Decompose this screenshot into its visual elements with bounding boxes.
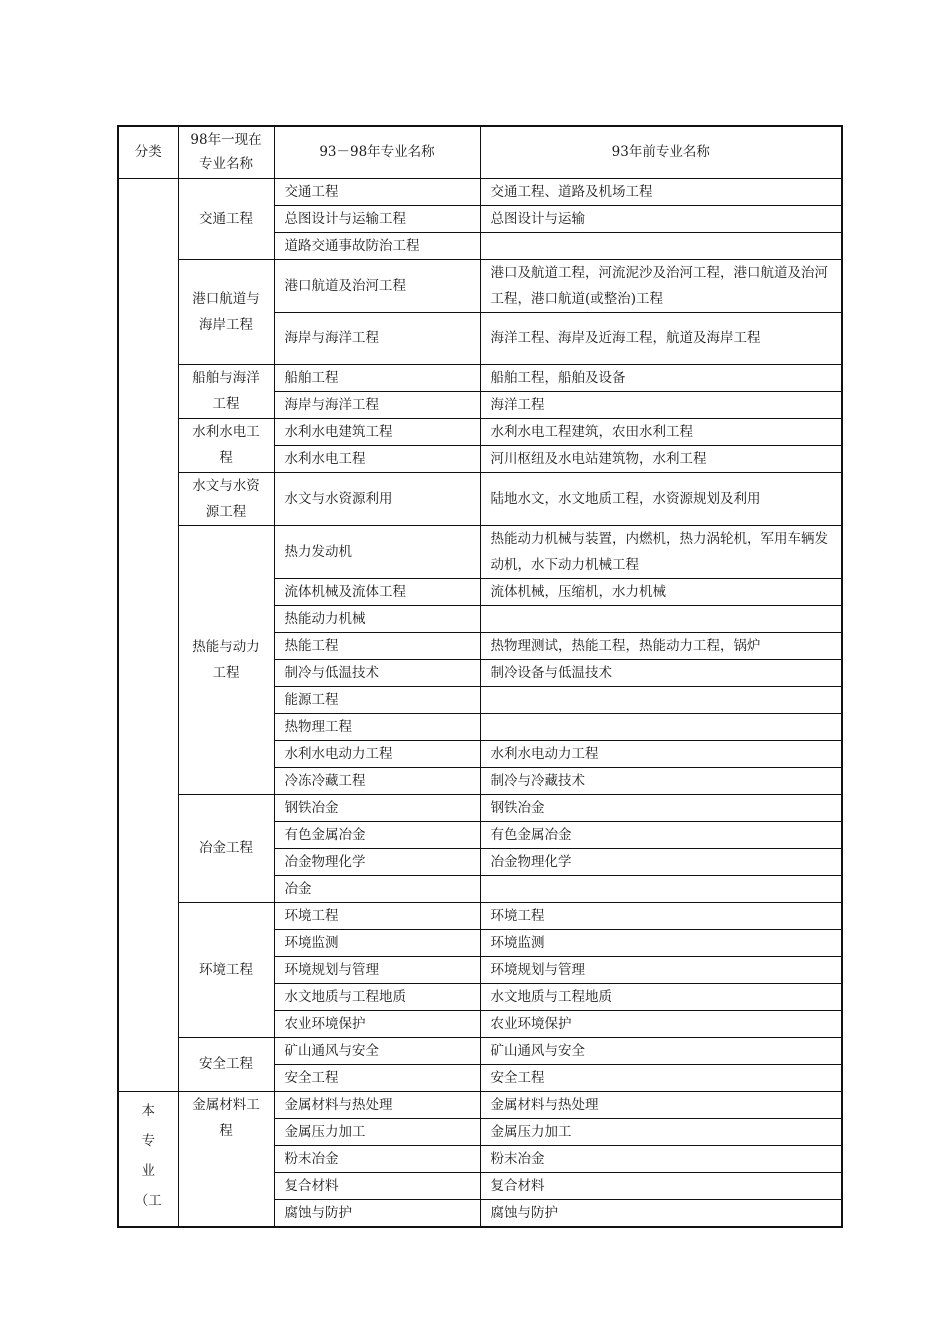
major-pre-93-cell: 水文地质与工程地质 xyxy=(480,983,842,1010)
category-char: （工 xyxy=(134,1192,162,1209)
header-row xyxy=(118,126,842,178)
major-pre-93-cell: 流体机械，压缩机，水力机械 xyxy=(480,578,842,605)
major-93-98-cell: 环境监测 xyxy=(274,929,480,956)
current-major-name: 港口航道与海岸工程 xyxy=(192,290,260,333)
major-pre-93-cell xyxy=(480,875,842,902)
major-93-98-cell: 复合材料 xyxy=(274,1172,480,1199)
current-major-cell xyxy=(178,178,274,259)
header-now xyxy=(178,126,274,178)
major-pre-93-cell xyxy=(480,232,842,259)
major-pre-93-cell: 安全工程 xyxy=(480,1064,842,1091)
header-category: 分类 xyxy=(118,126,178,178)
major-pre-93-cell: 总图设计与运输 xyxy=(480,205,842,232)
major-pre-93-cell: 陆地水文，水文地质工程，水资源规划及利用 xyxy=(480,472,842,525)
major-pre-93-cell: 制冷与冷藏技术 xyxy=(480,767,842,794)
major-pre-93-cell xyxy=(480,713,842,740)
major-pre-93-cell: 粉末冶金 xyxy=(480,1145,842,1172)
header-now-line1: 98年一现在 xyxy=(190,132,262,149)
category-char: 本 xyxy=(141,1102,155,1119)
major-pre-93-cell: 复合材料 xyxy=(480,1172,842,1199)
major-93-98-cell: 水文与水资源利用 xyxy=(274,472,480,525)
table-row xyxy=(118,259,842,312)
major-93-98-cell: 腐蚀与防护 xyxy=(274,1199,480,1227)
current-major-cell xyxy=(178,472,274,525)
major-93-98-cell: 冶金 xyxy=(274,875,480,902)
major-pre-93-cell: 港口及航道工程，河流泥沙及治河工程，港口航道及治河工程，港口航道(或整治)工程 xyxy=(480,259,842,312)
major-pre-93-cell: 金属压力加工 xyxy=(480,1118,842,1145)
major-table xyxy=(117,125,843,1228)
major-pre-93-cell: 农业环境保护 xyxy=(480,1010,842,1037)
current-major-cell xyxy=(178,364,274,418)
major-93-98-cell: 环境规划与管理 xyxy=(274,956,480,983)
major-pre-93-cell: 船舶工程，船舶及设备 xyxy=(480,364,842,391)
current-major-cell xyxy=(178,1037,274,1091)
major-93-98-cell: 环境工程 xyxy=(274,902,480,929)
table-row xyxy=(118,472,842,525)
major-93-98-cell: 流体机械及流体工程 xyxy=(274,578,480,605)
major-pre-93-cell: 冶金物理化学 xyxy=(480,848,842,875)
major-93-98-cell: 水利水电建筑工程 xyxy=(274,418,480,445)
table-row xyxy=(118,178,842,205)
table-row xyxy=(118,1091,842,1118)
major-pre-93-cell: 制冷设备与低温技术 xyxy=(480,659,842,686)
current-major-name: 环境工程 xyxy=(199,961,253,978)
header-mid: 93－98年专业名称 xyxy=(274,126,480,178)
category-cell-top xyxy=(118,178,178,1091)
current-major-name: 冶金工程 xyxy=(199,840,253,856)
major-pre-93-cell: 钢铁冶金 xyxy=(480,794,842,821)
major-93-98-cell: 制冷与低温技术 xyxy=(274,659,480,686)
major-93-98-cell: 金属压力加工 xyxy=(274,1118,480,1145)
major-pre-93-cell xyxy=(480,686,842,713)
table-row xyxy=(118,1037,842,1064)
major-pre-93-cell: 环境规划与管理 xyxy=(480,956,842,983)
major-pre-93-cell: 腐蚀与防护 xyxy=(480,1199,842,1227)
current-major-name: 水利水电工程 xyxy=(192,424,260,466)
major-93-98-cell: 海岸与海洋工程 xyxy=(274,312,480,364)
major-93-98-cell: 海岸与海洋工程 xyxy=(274,391,480,418)
header-pre: 93年前专业名称 xyxy=(480,126,842,178)
major-93-98-cell: 能源工程 xyxy=(274,686,480,713)
major-pre-93-cell: 环境工程 xyxy=(480,902,842,929)
major-pre-93-cell xyxy=(480,605,842,632)
major-pre-93-cell: 交通工程、道路及机场工程 xyxy=(480,178,842,205)
major-pre-93-cell: 海洋工程 xyxy=(480,391,842,418)
major-pre-93-cell: 河川枢纽及水电站建筑物，水利工程 xyxy=(480,445,842,472)
table-row xyxy=(118,525,842,578)
major-93-98-cell: 船舶工程 xyxy=(274,364,480,391)
major-pre-93-cell: 水利水电动力工程 xyxy=(480,740,842,767)
major-93-98-cell: 港口航道及治河工程 xyxy=(274,259,480,312)
major-93-98-cell: 冶金物理化学 xyxy=(274,848,480,875)
major-93-98-cell: 热力发动机 xyxy=(274,525,480,578)
major-93-98-cell: 热能工程 xyxy=(274,632,480,659)
header-now-line2: 专业名称 xyxy=(199,156,253,173)
current-major-name: 热能与动力工程 xyxy=(192,638,260,681)
major-93-98-cell: 农业环境保护 xyxy=(274,1010,480,1037)
current-major-cell xyxy=(178,1091,274,1227)
major-93-98-cell: 道路交通事故防治工程 xyxy=(274,232,480,259)
major-pre-93-cell: 矿山通风与安全 xyxy=(480,1037,842,1064)
current-major-cell xyxy=(178,794,274,902)
major-93-98-cell: 总图设计与运输工程 xyxy=(274,205,480,232)
major-93-98-cell: 水利水电动力工程 xyxy=(274,740,480,767)
category-char: 业 xyxy=(141,1162,155,1179)
table-row xyxy=(118,902,842,929)
major-93-98-cell: 热物理工程 xyxy=(274,713,480,740)
table-row xyxy=(118,418,842,445)
major-pre-93-cell: 海洋工程、海岸及近海工程，航道及海岸工程 xyxy=(480,312,842,364)
major-93-98-cell: 钢铁冶金 xyxy=(274,794,480,821)
current-major-cell xyxy=(178,525,274,794)
major-pre-93-cell: 有色金属冶金 xyxy=(480,821,842,848)
major-pre-93-cell: 热能动力机械与装置，内燃机，热力涡轮机，军用车辆发动机，水下动力机械工程 xyxy=(480,525,842,578)
major-93-98-cell: 水文地质与工程地质 xyxy=(274,983,480,1010)
major-93-98-cell: 有色金属冶金 xyxy=(274,821,480,848)
current-major-name: 交通工程 xyxy=(199,210,253,227)
current-major-name: 金属材料工程 xyxy=(192,1096,260,1139)
major-93-98-cell: 矿山通风与安全 xyxy=(274,1037,480,1064)
current-major-cell xyxy=(178,418,274,472)
major-pre-93-cell: 热物理测试，热能工程，热能动力工程，锅炉 xyxy=(480,632,842,659)
major-93-98-cell: 交通工程 xyxy=(274,178,480,205)
major-93-98-cell: 安全工程 xyxy=(274,1064,480,1091)
table-row xyxy=(118,794,842,821)
current-major-name: 水文与水资源工程 xyxy=(192,477,260,520)
category-cell-bottom xyxy=(118,1091,178,1227)
table-row xyxy=(118,364,842,391)
major-93-98-cell: 热能动力机械 xyxy=(274,605,480,632)
current-major-name: 安全工程 xyxy=(199,1056,253,1072)
major-pre-93-cell: 环境监测 xyxy=(480,929,842,956)
major-pre-93-cell: 水利水电工程建筑，农田水利工程 xyxy=(480,418,842,445)
major-93-98-cell: 冷冻冷藏工程 xyxy=(274,767,480,794)
major-93-98-cell: 水利水电工程 xyxy=(274,445,480,472)
category-char: 专 xyxy=(141,1132,155,1149)
major-93-98-cell: 金属材料与热处理 xyxy=(274,1091,480,1118)
major-93-98-cell: 粉末冶金 xyxy=(274,1145,480,1172)
current-major-name: 船舶与海洋工程 xyxy=(192,370,260,412)
major-pre-93-cell: 金属材料与热处理 xyxy=(480,1091,842,1118)
current-major-cell xyxy=(178,259,274,364)
current-major-cell xyxy=(178,902,274,1037)
